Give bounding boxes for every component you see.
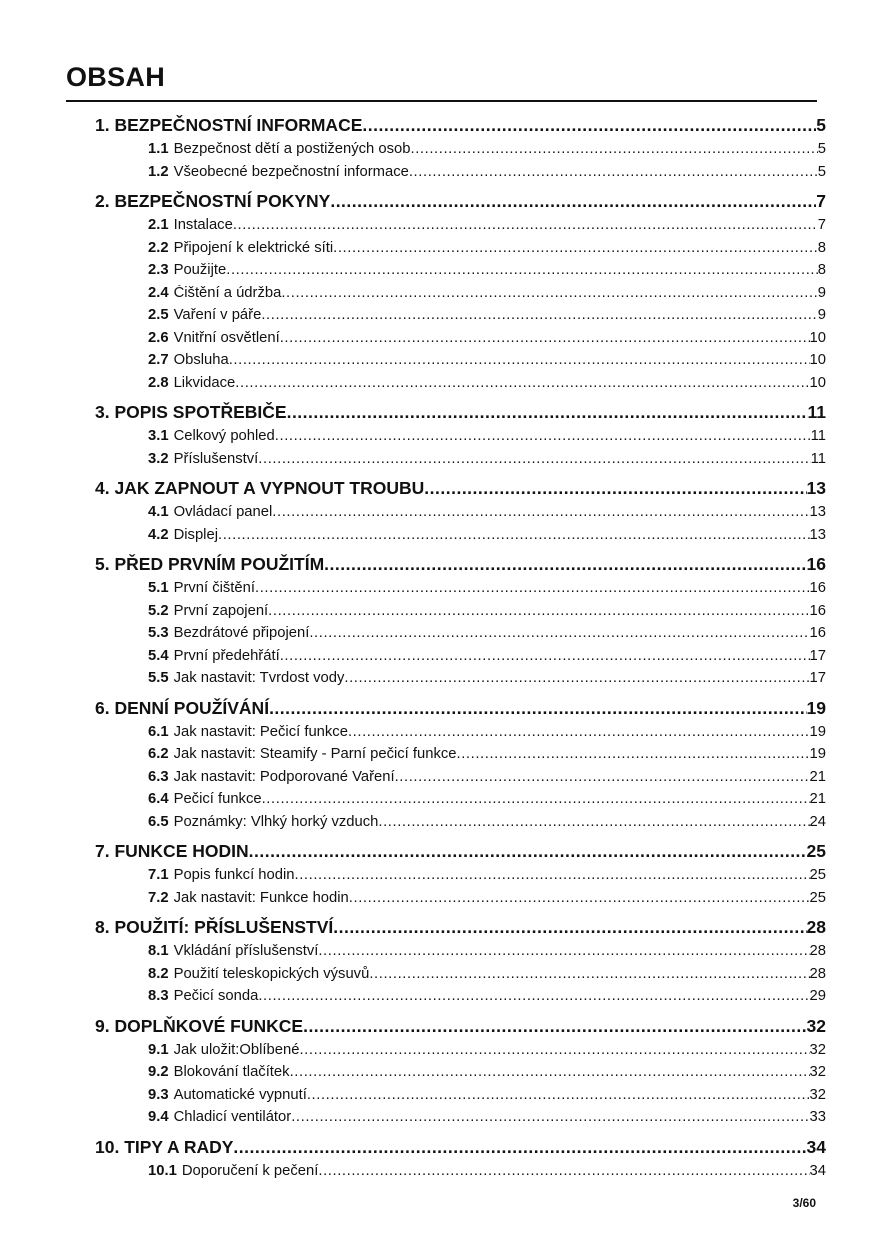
page-title: OBSAH — [66, 62, 166, 92]
dot-leader — [333, 917, 806, 938]
dot-leader — [291, 1109, 809, 1125]
dot-leader — [258, 988, 809, 1004]
subsection-number: 2.7 — [148, 352, 169, 368]
subsection-title: První předehřátí — [173, 647, 280, 664]
dot-leader — [333, 240, 818, 256]
subsection-number: 6.3 — [148, 768, 169, 785]
subsection-number: 4.1 — [148, 504, 169, 520]
toc-chapter-link[interactable] — [95, 1136, 826, 1163]
subsection-title: Jak nastavit: Podporované Vaření — [173, 768, 395, 785]
subsection-page: 11 — [810, 450, 826, 467]
subsection-number: 2.1 — [148, 217, 169, 233]
toc-subsection-link[interactable] — [95, 670, 826, 693]
subsection-number: 7.2 — [148, 889, 169, 906]
subsection-page: 33 — [809, 1109, 826, 1125]
subsection-page: 13 — [809, 526, 826, 543]
toc-chapter-link[interactable] — [95, 1015, 826, 1042]
toc-subsection-link[interactable] — [95, 1163, 826, 1186]
dot-leader — [280, 648, 810, 664]
dot-leader — [269, 698, 806, 719]
toc-chapter-link[interactable] — [95, 477, 826, 504]
dot-leader — [348, 724, 810, 740]
toc-subsection-link[interactable] — [95, 625, 826, 648]
subsection-page: 32 — [809, 1064, 826, 1080]
subsection-number: 1.1 — [148, 141, 169, 157]
chapter-title: 6. DENNÍ POUŽÍVÁNÍ — [95, 697, 270, 718]
subsection-title: Obsluha — [173, 352, 229, 368]
subsection-number: 8.2 — [148, 965, 169, 982]
chapter-page: 28 — [806, 917, 826, 937]
subsection-title: Připojení k elektrické síti — [173, 239, 334, 256]
toc-chapter-link[interactable] — [95, 190, 826, 217]
toc-subsection-link[interactable] — [95, 814, 826, 837]
toc-subsection-link[interactable] — [95, 724, 826, 747]
subsection-title: Použijte — [173, 262, 227, 278]
toc-subsection-link[interactable] — [95, 1042, 826, 1065]
subsection-number: 2.5 — [148, 307, 169, 323]
subsection-number: 9.2 — [148, 1064, 169, 1080]
subsection-title: Blokování tlačítek — [173, 1064, 290, 1080]
subsection-number: 8.1 — [148, 943, 169, 959]
chapter-title: 5. PŘED PRVNÍM POUŽITÍM — [95, 554, 325, 574]
dot-leader — [287, 402, 808, 423]
subsection-page: 24 — [809, 813, 826, 830]
subsection-title: Ovládací panel — [173, 504, 273, 520]
subsection-title: Celkový pohled — [173, 428, 275, 444]
chapter-title: 9. DOPLŇKOVÉ FUNKCE — [95, 1015, 304, 1036]
subsection-number: 6.1 — [148, 723, 169, 740]
dot-leader — [262, 791, 810, 807]
subsection-number: 10.1 — [148, 1162, 177, 1179]
dot-leader — [362, 115, 816, 136]
subsection-page: 21 — [809, 791, 826, 807]
subsection-page: 17 — [809, 647, 826, 664]
subsection-number: 9.3 — [148, 1086, 169, 1103]
subsection-page: 28 — [809, 965, 826, 982]
toc-section — [95, 840, 826, 916]
dot-leader — [233, 1137, 806, 1158]
toc-chapter-link[interactable] — [95, 553, 826, 580]
toc-subsection-link[interactable] — [95, 527, 826, 550]
toc-subsection-link[interactable] — [95, 890, 826, 913]
toc-section — [95, 114, 826, 190]
chapter-page: 13 — [806, 478, 826, 498]
toc-section — [95, 1015, 826, 1136]
chapter-page: 25 — [806, 841, 826, 861]
toc-chapter-link[interactable] — [95, 697, 826, 724]
subsection-title: Instalace — [173, 217, 233, 233]
subsection-page: 7 — [817, 217, 826, 233]
table-of-contents — [95, 114, 826, 1189]
subsection-title: Pečicí sonda — [173, 988, 259, 1004]
dot-leader — [218, 527, 810, 543]
toc-subsection-link[interactable] — [95, 943, 826, 966]
dot-leader — [229, 352, 810, 368]
dot-leader — [280, 330, 810, 346]
dot-leader — [424, 478, 806, 499]
chapter-page: 19 — [806, 697, 826, 718]
chapter-title: 1. BEZPEČNOSTNÍ INFORMACE — [95, 115, 363, 135]
subsection-number: 9.4 — [148, 1109, 169, 1125]
toc-subsection-link[interactable] — [95, 648, 826, 671]
dot-leader — [290, 1064, 810, 1080]
toc-chapter-link[interactable] — [95, 840, 826, 867]
subsection-page: 10 — [809, 329, 826, 346]
subsection-page: 34 — [809, 1162, 826, 1179]
subsection-title: Bezdrátové připojení — [173, 625, 310, 641]
subsection-page: 19 — [809, 746, 826, 762]
subsection-number: 3.1 — [148, 428, 169, 444]
subsection-number: 5.2 — [148, 602, 169, 619]
dot-leader — [226, 262, 818, 278]
subsection-title: První zapojení — [173, 602, 269, 619]
subsection-page: 9 — [817, 307, 826, 323]
toc-subsection-link[interactable] — [95, 240, 826, 263]
subsection-page: 10 — [809, 352, 826, 368]
subsection-page: 25 — [809, 867, 826, 883]
chapter-title: 10. TIPY A RADY — [95, 1136, 234, 1157]
toc-chapter-link[interactable] — [95, 916, 826, 943]
subsection-number: 4.2 — [148, 526, 169, 543]
dot-leader — [456, 746, 809, 762]
chapter-page: 32 — [806, 1015, 826, 1036]
subsection-number: 2.4 — [148, 284, 169, 301]
chapter-page: 5 — [816, 115, 826, 135]
subsection-page: 8 — [817, 262, 826, 278]
dot-leader — [272, 504, 809, 520]
subsection-number: 5.3 — [148, 625, 169, 641]
dot-leader — [261, 307, 817, 323]
toc-section — [95, 553, 826, 697]
subsection-title: Všeobecné bezpečnostní informace — [173, 163, 409, 180]
subsection-number: 2.8 — [148, 374, 169, 391]
dot-leader — [395, 769, 810, 785]
toc-subsection-link[interactable] — [95, 580, 826, 603]
subsection-page: 10 — [809, 374, 826, 391]
subsection-title: Likvidace — [173, 374, 236, 391]
toc-subsection-link[interactable] — [95, 867, 826, 890]
dot-leader — [309, 625, 809, 641]
subsection-number: 5.1 — [148, 580, 169, 596]
section-gap — [95, 1185, 826, 1189]
subsection-number: 7.1 — [148, 867, 169, 883]
toc-subsection-link[interactable] — [95, 164, 826, 187]
subsection-page: 29 — [809, 988, 826, 1004]
subsection-page: 21 — [809, 768, 826, 785]
toc-subsection-link[interactable] — [95, 285, 826, 308]
subsection-page: 16 — [809, 625, 826, 641]
subsection-title: Automatické vypnutí — [173, 1086, 307, 1103]
subsection-number: 2.2 — [148, 239, 169, 256]
dot-leader — [255, 580, 810, 596]
toc-subsection-link[interactable] — [95, 330, 826, 353]
subsection-number: 6.2 — [148, 746, 169, 762]
subsection-number: 9.1 — [148, 1041, 169, 1058]
subsection-title: Pečicí funkce — [173, 791, 262, 807]
subsection-page: 16 — [809, 602, 826, 619]
subsection-page: 5 — [817, 141, 826, 157]
subsection-title: Vnitřní osvětlení — [173, 329, 280, 346]
subsection-title: Jak nastavit: Funkce hodin — [173, 889, 349, 906]
dot-leader — [344, 670, 809, 686]
subsection-title: Chladicí ventilátor — [173, 1109, 292, 1125]
subsection-title: Vaření v páře — [173, 307, 262, 323]
toc-subsection-link[interactable] — [95, 504, 826, 527]
subsection-page: 32 — [809, 1086, 826, 1103]
dot-leader — [249, 841, 807, 862]
toc-subsection-link[interactable] — [95, 217, 826, 240]
chapter-title: 3. POPIS SPOTŘEBIČE — [95, 402, 287, 422]
subsection-number: 2.6 — [148, 329, 169, 346]
subsection-number: 6.5 — [148, 813, 169, 830]
dot-leader — [378, 814, 809, 830]
toc-subsection-link[interactable] — [95, 746, 826, 769]
toc-subsection-link[interactable] — [95, 375, 826, 398]
dot-leader — [281, 285, 817, 301]
subsection-title: Jak nastavit: Tvrdost vody — [173, 670, 345, 686]
page-number: 3/60 — [792, 1196, 816, 1210]
subsection-page: 13 — [809, 504, 826, 520]
subsection-page: 11 — [810, 428, 826, 444]
dot-leader — [307, 1087, 810, 1103]
chapter-title: 4. JAK ZAPNOUT A VYPNOUT TROUBU — [95, 478, 425, 498]
toc-subsection-link[interactable] — [95, 791, 826, 814]
subsection-number: 6.4 — [148, 791, 169, 807]
dot-leader — [318, 1163, 809, 1179]
toc-subsection-link[interactable] — [95, 451, 826, 474]
toc-subsection-link[interactable] — [95, 988, 826, 1011]
toc-subsection-link[interactable] — [95, 1087, 826, 1110]
dot-leader — [318, 943, 809, 959]
subsection-title: Jak nastavit: Steamify - Parní pečicí funkce — [173, 746, 457, 762]
dot-leader — [324, 554, 806, 575]
subsection-title: Popis funkcí hodin — [173, 867, 295, 883]
toc-subsection-link[interactable] — [95, 603, 826, 626]
subsection-title: Jak uložit:Oblíbené — [173, 1041, 300, 1058]
dot-leader — [233, 217, 818, 233]
toc-subsection-link[interactable] — [95, 262, 826, 285]
toc-section — [95, 916, 826, 1015]
subsection-number: 1.2 — [148, 163, 169, 180]
toc-section — [95, 401, 826, 477]
toc-subsection-link[interactable] — [95, 428, 826, 451]
dot-leader — [303, 1016, 806, 1037]
subsection-title: Vkládání příslušenství — [173, 943, 319, 959]
title-divider — [66, 100, 817, 102]
dot-leader — [299, 1042, 809, 1058]
dot-leader — [295, 867, 810, 883]
subsection-page: 16 — [809, 580, 826, 596]
subsection-title: Doporučení k pečení — [181, 1162, 319, 1179]
subsection-title: První čištění — [173, 580, 255, 596]
chapter-title: 2. BEZPEČNOSTNÍ POKYNY — [95, 191, 331, 211]
toc-subsection-link[interactable] — [95, 1064, 826, 1087]
toc-subsection-link[interactable] — [95, 966, 826, 989]
subsection-title: Jak nastavit: Pečicí funkce — [173, 723, 348, 740]
subsection-page: 8 — [817, 239, 826, 256]
subsection-title: Čištění a údržba — [173, 284, 282, 301]
chapter-page: 11 — [807, 402, 826, 422]
toc-section — [95, 190, 826, 401]
dot-leader — [349, 890, 810, 906]
subsection-title: Bezpečnost dětí a postižených osob — [173, 141, 411, 157]
subsection-page: 9 — [817, 284, 826, 301]
subsection-number: 3.2 — [148, 450, 169, 467]
toc-subsection-link[interactable] — [95, 1109, 826, 1132]
dot-leader — [409, 164, 818, 180]
subsection-number: 5.4 — [148, 647, 169, 664]
subsection-number: 2.3 — [148, 262, 169, 278]
subsection-page: 32 — [809, 1041, 826, 1058]
subsection-number: 5.5 — [148, 670, 169, 686]
dot-leader — [275, 428, 811, 444]
toc-chapter-link[interactable] — [95, 401, 826, 428]
toc-subsection-link[interactable] — [95, 769, 826, 792]
subsection-title: Použití teleskopických výsuvů — [173, 965, 370, 982]
dot-leader — [268, 603, 809, 619]
subsection-page: 28 — [809, 943, 826, 959]
subsection-title: Příslušenství — [173, 450, 259, 467]
chapter-title: 7. FUNKCE HODIN — [95, 841, 249, 861]
dot-leader — [258, 451, 810, 467]
toc-subsection-link[interactable] — [95, 352, 826, 375]
subsection-page: 25 — [809, 889, 826, 906]
dot-leader — [369, 966, 809, 982]
dot-leader — [235, 375, 809, 391]
subsection-page: 5 — [817, 163, 826, 180]
toc-chapter-link[interactable] — [95, 114, 826, 141]
subsection-title: Poznámky: Vlhký horký vzduch — [173, 813, 379, 830]
toc-section — [95, 1136, 826, 1190]
toc-section — [95, 477, 826, 553]
chapter-page: 34 — [806, 1136, 826, 1157]
subsection-page: 19 — [809, 723, 826, 740]
chapter-page: 7 — [816, 191, 826, 211]
chapter-page: 16 — [806, 554, 826, 574]
subsection-title: Displej — [173, 526, 218, 543]
toc-subsection-link[interactable] — [95, 141, 826, 164]
chapter-title: 8. POUŽITÍ: PŘÍSLUŠENSTVÍ — [95, 917, 334, 937]
toc-section — [95, 697, 826, 841]
dot-leader — [410, 141, 817, 157]
toc-subsection-link[interactable] — [95, 307, 826, 330]
dot-leader — [330, 191, 816, 212]
subsection-number: 8.3 — [148, 988, 169, 1004]
subsection-page: 17 — [809, 670, 826, 686]
